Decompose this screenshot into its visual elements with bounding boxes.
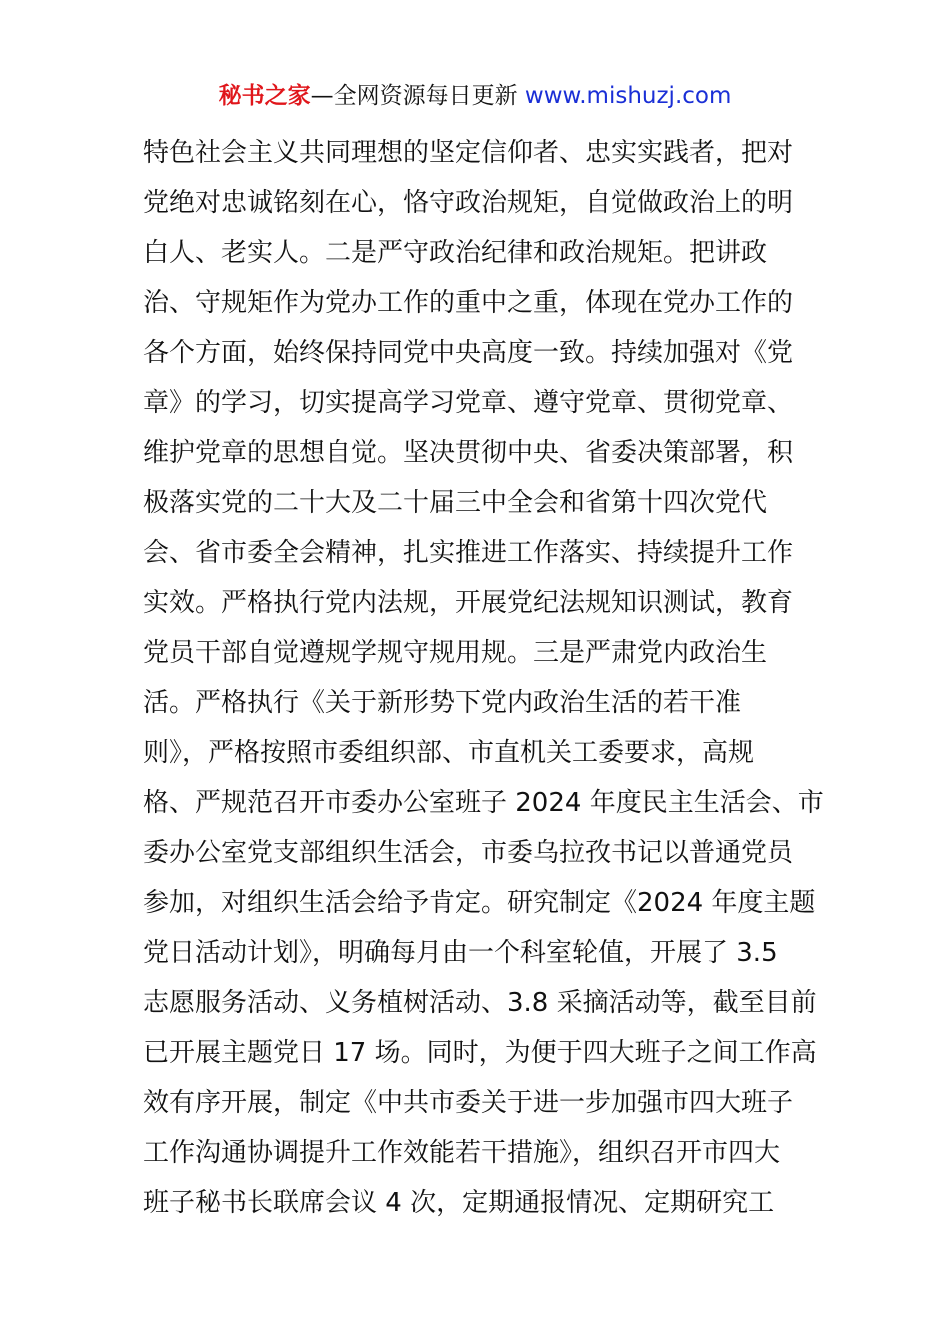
header-tagline: —全网资源每日更新 <box>310 83 525 109</box>
document-body <box>143 128 824 1228</box>
body-line: 党日活动计划》，明确每月由一个科室轮值，开展了 3.5 <box>143 938 778 968</box>
body-line: 会、省市委全会精神，扎实推进工作落实、持续提升工作 <box>143 538 794 568</box>
body-line: 维护党章的思想自觉。坚决贯彻中央、省委决策部署，积 <box>143 438 794 468</box>
body-line: 效有序开展，制定《中共市委关于进一步加强市四大班子 <box>143 1088 794 1118</box>
brand-name: 秘书之家 <box>218 83 311 109</box>
body-line: 各个方面，始终保持同党中央高度一致。持续加强对《党 <box>143 338 794 368</box>
body-line: 治、守规矩作为党办工作的重中之重，体现在党办工作的 <box>143 288 794 318</box>
body-line: 委办公室党支部组织生活会，市委乌拉孜书记以普通党员 <box>143 838 794 868</box>
body-line: 章》的学习，切实提高学习党章、遵守党章、贯彻党章、 <box>143 388 794 418</box>
body-line: 特色社会主义共同理想的坚定信仰者、忠实实践者，把对 <box>143 138 794 168</box>
body-line: 已开展主题党日 17 场。同时，为便于四大班子之间工作高 <box>143 1038 817 1068</box>
body-line: 活。严格执行《关于新形势下党内政治生活的若干准 <box>143 688 742 718</box>
body-line: 极落实党的二十大及二十届三中全会和省第十四次党代 <box>143 488 768 518</box>
body-line: 实效。严格执行党内法规，开展党纪法规知识测试，教育 <box>143 588 794 618</box>
body-line: 班子秘书长联席会议 4 次，定期通报情况、定期研究工 <box>143 1188 775 1218</box>
body-line: 则》，严格按照市委组织部、市直机关工委要求，高规 <box>143 738 755 768</box>
page-header <box>0 80 950 112</box>
body-line: 格、严规范召开市委办公室班子 2024 年度民主生活会、市 <box>143 788 824 818</box>
body-line: 党员干部自觉遵规学规守规用规。三是严肃党内政治生 <box>143 638 768 668</box>
body-line: 工作沟通协调提升工作效能若干措施》，组织召开市四大 <box>143 1138 781 1168</box>
body-line: 党绝对忠诚铭刻在心，恪守政治规矩，自觉做政治上的明 <box>143 188 794 218</box>
body-line: 白人、老实人。二是严守政治纪律和政治规矩。把讲政 <box>143 238 768 268</box>
body-line: 参加，对组织生活会给予肯定。研究制定《2024 年度主题 <box>143 888 816 918</box>
body-line: 志愿服务活动、义务植树活动、3.8 采摘活动等，截至目前 <box>143 988 817 1018</box>
site-url[interactable]: www.mishuzj.com <box>524 83 732 109</box>
